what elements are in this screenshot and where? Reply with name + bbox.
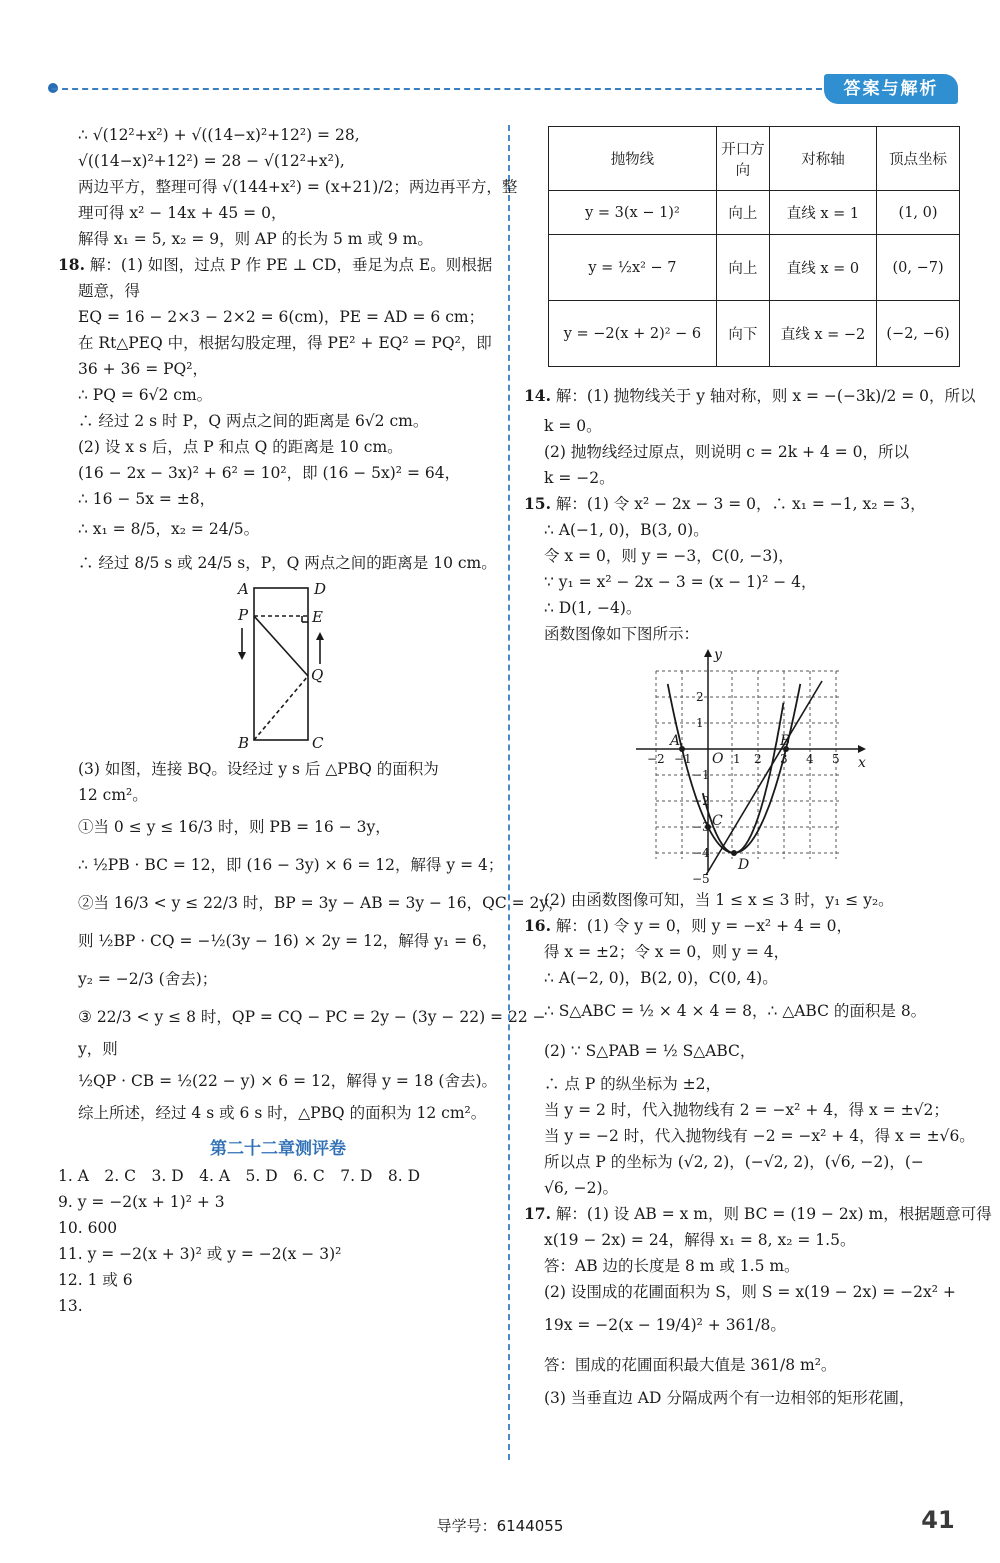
question-14 <box>524 379 976 491</box>
svg-text:−2: −2 <box>692 794 710 808</box>
question-number: 14. <box>524 386 551 405</box>
answer-line: 9. y = −2(x + 1)² + 3 <box>58 1193 225 1211</box>
text-line: 两边平方，整理可得 √(144+x²) = (x+21)/2；两边再平方，整 <box>78 178 518 196</box>
text-line: 所以点 P 的坐标为 (√2, 2)，(−√2, 2)，(√6, −2)，(− <box>544 1153 924 1171</box>
text-line: 解：(1) 如图，过点 P 作 PE ⊥ CD，垂足为点 E。则根据 <box>89 256 493 274</box>
point-D: D <box>738 857 750 873</box>
text-line: ③ 22/3 < y ≤ 8 时，QP = CQ − PC = 2y − (3y − 22) = 22 − <box>78 1008 546 1026</box>
text-line: y₂ = −2/3 (舍去)； <box>78 970 218 988</box>
text-line: 19x = −2(x − 19/4)² + 361/8。 <box>544 1316 786 1334</box>
svg-text:2: 2 <box>696 690 704 704</box>
table-cell: 直线 x = −2 <box>769 301 876 367</box>
svg-text:−3: −3 <box>692 820 710 834</box>
text-line: 答：围成的花圃面积最大值是 361/8 m²。 <box>544 1356 837 1374</box>
text-line: (2) 设围成的花圃面积为 S，则 S = x(19 − 2x) = −2x² + <box>544 1283 956 1301</box>
text-line: √((14−x)²+12²) = 28 − √(12²+x²), <box>78 152 345 170</box>
table-header: 抛物线 <box>549 127 717 191</box>
label-E: E <box>312 608 323 626</box>
svg-text:1: 1 <box>733 752 741 766</box>
table-cell: 向上 <box>716 191 769 235</box>
table-row <box>549 301 960 367</box>
text-line: 解：(1) 设 AB = x m，则 BC = (19 − 2x) m，根据题意可得 <box>555 1205 992 1223</box>
svg-text:−2: −2 <box>647 752 665 766</box>
svg-text:−1: −1 <box>692 768 710 782</box>
text-line: ∴ A(−2, 0)，B(2, 0)，C(0, 4)。 <box>544 969 778 987</box>
svg-text:3: 3 <box>780 752 788 766</box>
answer-line: 11. y = −2(x + 3)² 或 y = −2(x − 3)² <box>58 1245 342 1263</box>
text-line: ∴ S△ABC = ½ × 4 × 4 = 8，∴ △ABC 的面积是 8。 <box>544 1002 927 1020</box>
text-line: 解：(1) 抛物线关于 y 轴对称，则 x = −(−3k)/2 = 0，所以 <box>555 387 976 405</box>
text-line: ∴ 点 P 的纵坐标为 ±2， <box>544 1075 721 1093</box>
answer-line: 12. 1 或 6 <box>58 1271 133 1289</box>
text-line: ∴ ½PB · BC = 12，即 (16 − 3y) × 6 = 12，解得 y = 4； <box>78 856 504 874</box>
table-header: 开口方向 <box>716 127 769 191</box>
text-line: ②当 16/3 < y ≤ 22/3 时，BP = 3y − AB = 3y − 16，QC = 2y， <box>78 894 564 912</box>
text-line: 解：(1) 令 y = 0，则 y = −x² + 4 = 0， <box>555 917 853 935</box>
text-line: 12 cm²。 <box>78 786 148 804</box>
text-line: 解：(1) 令 x² − 2x − 3 = 0，∴ x₁ = −1, x₂ = 3， <box>555 495 926 513</box>
table-cell: (−2, −6) <box>877 301 960 367</box>
text-line: 解得 x₁ = 5, x₂ = 9，则 AP 的长为 5 m 或 9 m。 <box>78 230 433 248</box>
answer-line: 13. <box>58 1297 83 1315</box>
guide-number: 导学号：6144055 <box>436 1517 564 1535</box>
table-cell: (0, −7) <box>877 235 960 301</box>
svg-text:4: 4 <box>806 752 814 766</box>
label-D: D <box>314 580 327 598</box>
answer-line: 1. A 2. C 3. D 4. A 5. D 6. C 7. D 8. D <box>58 1167 421 1185</box>
table-cell: y = 3(x − 1)² <box>549 191 717 235</box>
right-column <box>524 126 992 1411</box>
text-line: (2) 抛物线经过原点，则说明 c = 2k + 4 = 0，所以 <box>544 443 909 461</box>
question-number: 16. <box>524 916 551 935</box>
table-row <box>549 235 960 301</box>
text-line: 得 x = ±2；令 x = 0，则 y = 4， <box>544 943 790 961</box>
table-cell: y = ½x² − 7 <box>549 235 717 301</box>
point-B: B <box>780 733 791 749</box>
text-line: ∴ x₁ = 8/5，x₂ = 24/5。 <box>78 520 260 538</box>
text-line: ∴ 16 − 5x = ±8， <box>78 490 216 508</box>
point-A: A <box>670 733 681 749</box>
text-line: (3) 当垂直边 AD 分隔成两个有一边相邻的矩形花圃， <box>544 1389 915 1407</box>
question-16 <box>524 913 975 1201</box>
answer-line: 10. 600 <box>58 1219 118 1237</box>
text-line: (2) 设 x s 后，点 P 和点 Q 的距离是 10 cm。 <box>78 438 403 456</box>
table-cell: 直线 x = 1 <box>769 191 876 235</box>
section-title: 第二十二章测评卷 <box>210 1139 346 1159</box>
label-B: B <box>238 734 250 752</box>
prev-solution <box>58 122 518 252</box>
text-line: 函数图像如下图所示： <box>544 625 700 643</box>
question-15 <box>524 491 964 913</box>
text-line: ∴ 经过 2 s 时 P，Q 两点之间的距离是 6√2 cm。 <box>78 412 429 430</box>
label-P: P <box>238 606 249 624</box>
text-line: (2) 由函数图像可知，当 1 ≤ x ≤ 3 时，y₁ ≤ y₂。 <box>544 891 894 909</box>
label-Q: Q <box>311 666 324 684</box>
parabola-table <box>548 126 960 367</box>
svg-text:−1: −1 <box>674 752 692 766</box>
text-line: 当 y = −2 时，代入抛物线有 −2 = −x² + 4，得 x = ±√6。 <box>544 1127 975 1145</box>
svg-text:2: 2 <box>754 752 762 766</box>
point-C: C <box>712 813 723 829</box>
text-line: k = −2。 <box>544 469 615 487</box>
axis-label-x: x <box>858 755 866 771</box>
text-line: (3) 如图，连接 BQ。设经过 y s 后 △PBQ 的面积为 <box>78 760 439 778</box>
rectangle-figure <box>58 580 498 756</box>
table-cell: 向下 <box>716 301 769 367</box>
text-line: 在 Rt△PEQ 中，根据勾股定理，得 PE² + EQ² = PQ²，即 <box>78 334 492 352</box>
table-cell: 向上 <box>716 235 769 301</box>
text-line: ∴ A(−1, 0)，B(3, 0)。 <box>544 521 709 539</box>
svg-text:5: 5 <box>832 752 840 766</box>
text-line: ∴ D(1, −4)。 <box>544 599 642 617</box>
answer-list <box>58 1163 498 1319</box>
text-line: 令 x = 0，则 y = −3，C(0, −3)， <box>544 547 794 565</box>
text-line: 当 y = 2 时，代入抛物线有 2 = −x² + 4，得 x = ±√2； <box>544 1101 949 1119</box>
text-line: k = 0。 <box>544 417 602 435</box>
text-line: 36 + 36 = PQ²， <box>78 360 208 378</box>
text-line: x(19 − 2x) = 24，解得 x₁ = 8, x₂ = 1.5。 <box>544 1231 856 1249</box>
question-number: 17. <box>524 1204 551 1223</box>
text-line: ∴ PQ = 6√2 cm。 <box>78 386 213 404</box>
page-number: 41 <box>921 1506 955 1534</box>
question-17 <box>524 1201 992 1411</box>
svg-text:1: 1 <box>696 716 704 730</box>
text-line: ∴ 经过 8/5 s 或 24/5 s，P，Q 两点之间的距离是 10 cm。 <box>78 554 497 572</box>
text-line: (2) ∵ S△PAB = ½ S△ABC， <box>544 1042 756 1060</box>
text-line: (16 − 2x − 3x)² + 6² = 10²，即 (16 − 5x)² = 64， <box>78 464 461 482</box>
text-line: 则 ½BP · CQ = −½(3y − 16) × 2y = 12，解得 y₁ = 6， <box>78 932 498 950</box>
text-line: 综上所述，经过 4 s 或 6 s 时，△PBQ 的面积为 12 cm²。 <box>78 1104 487 1122</box>
text-line: ①当 0 ≤ y ≤ 16/3 时，则 PB = 16 − 3y， <box>78 818 391 836</box>
text-line: ∴ √(12²+x²) + √((14−x)²+12²) = 28, <box>78 126 360 144</box>
table-row <box>549 191 960 235</box>
text-line: ∵ y₁ = x² − 2x − 3 = (x − 1)² − 4， <box>544 573 817 591</box>
label-A: A <box>238 580 249 598</box>
svg-text:−4: −4 <box>692 846 710 860</box>
origin-label: O <box>712 751 724 767</box>
table-cell: (1, 0) <box>877 191 960 235</box>
table-cell: y = −2(x + 2)² − 6 <box>549 301 717 367</box>
text-line: ½QP · CB = ½(22 − y) × 6 = 12，解得 y = 18 (舍去)。 <box>78 1072 498 1090</box>
column-divider <box>508 125 510 1460</box>
svg-text:−5: −5 <box>692 872 710 886</box>
text-line: y，则 <box>78 1040 118 1058</box>
table-header: 对称轴 <box>769 127 876 191</box>
axis-label-y: y <box>714 647 722 663</box>
question-number: 15. <box>524 494 551 513</box>
text-line: √6, −2)。 <box>544 1179 618 1197</box>
header-badge: 答案与解析 <box>824 74 958 104</box>
parabola-graph <box>524 647 964 887</box>
question-number: 18. <box>58 255 85 274</box>
table-header: 顶点坐标 <box>877 127 960 191</box>
text-line: 题意，得 <box>78 282 141 300</box>
header-rule <box>52 88 822 90</box>
text-line: EQ = 16 − 2×3 − 2×2 = 6(cm)，PE = AD = 6 cm； <box>78 308 485 326</box>
text-line: 理可得 x² − 14x + 45 = 0， <box>78 204 287 222</box>
text-line: 答：AB 边的长度是 8 m 或 1.5 m。 <box>544 1257 800 1275</box>
label-C: C <box>312 734 324 752</box>
table-cell: 直线 x = 0 <box>769 235 876 301</box>
